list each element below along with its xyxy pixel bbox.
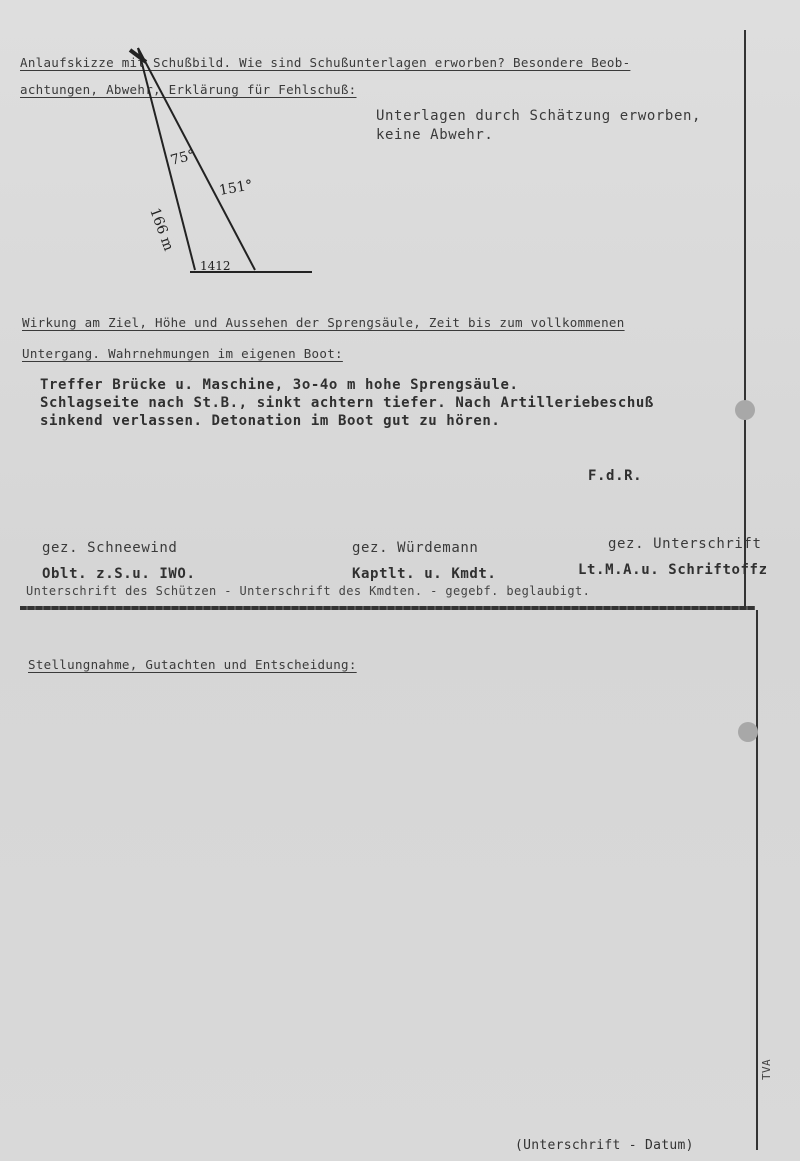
signature-col1-rank: Oblt. z.S.u. IWO. xyxy=(42,566,196,582)
section2-body-line3: sinkend verlassen. Detonation im Boot gut zu hören. xyxy=(40,413,501,429)
punch-hole-bottom xyxy=(738,722,758,742)
section1-answer-line2: keine Abwehr. xyxy=(376,127,494,143)
sketch-label-left-range: 166 m xyxy=(146,205,177,254)
signature-col1-name: gez. Schneewind xyxy=(42,540,178,556)
section1-answer-line1: Unterlagen durch Schätzung erworben, xyxy=(376,108,702,124)
signature-col3-name: gez. Unterschrift xyxy=(608,536,762,552)
section2-heading-line2: Untergang. Wahrnehmungen im eigenen Boot: xyxy=(22,346,343,361)
sketch-label-angle-top: 75° xyxy=(168,146,198,169)
right-margin-line-lower xyxy=(756,610,758,1150)
section2-heading-line1: Wirkung am Ziel, Höhe und Aussehen der Sprengsäule, Zeit bis zum vollkommenen xyxy=(22,315,625,330)
section1-heading-line1: Anlaufskizze mit Schußbild. Wie sind Schußunterlagen erworben? Besondere Beob- xyxy=(20,55,631,70)
margin-mark: TVA xyxy=(760,1058,773,1080)
section1-heading-line2: achtungen, Abwehr, Erklärung für Fehlschuß: xyxy=(20,82,357,97)
signature-col2-rank: Kaptlt. u. Kmdt. xyxy=(352,566,497,582)
fdr-mark: F.d.R. xyxy=(588,468,643,484)
section2-body-line1: Treffer Brücke u. Maschine, 3o-4o m hohe Sprengsäule. xyxy=(40,377,519,393)
signature-col3-rank: Lt.M.A.u. Schriftoffz xyxy=(578,562,768,578)
signature-col2-name: gez. Würdemann xyxy=(352,540,479,556)
section2-body-line2: Schlagseite nach St.B., sinkt achtern tiefer. Nach Artilleriebeschuß xyxy=(40,395,654,411)
signature-caption: Unterschrift des Schützen - Unterschrift des Kmdten. - gegebf. beglaubigt. xyxy=(26,584,591,598)
footer-signature-date: (Unterschrift - Datum) xyxy=(515,1138,694,1153)
section-divider-rule xyxy=(20,606,755,610)
sketch-label-bottom: 1412 xyxy=(200,259,231,273)
right-margin-line xyxy=(744,30,746,610)
sketch-label-right-angle: 151° xyxy=(217,177,254,199)
punch-hole-top xyxy=(735,400,755,420)
section3-heading: Stellungnahme, Gutachten und Entscheidung: xyxy=(28,657,357,672)
attack-sketch xyxy=(120,40,330,290)
